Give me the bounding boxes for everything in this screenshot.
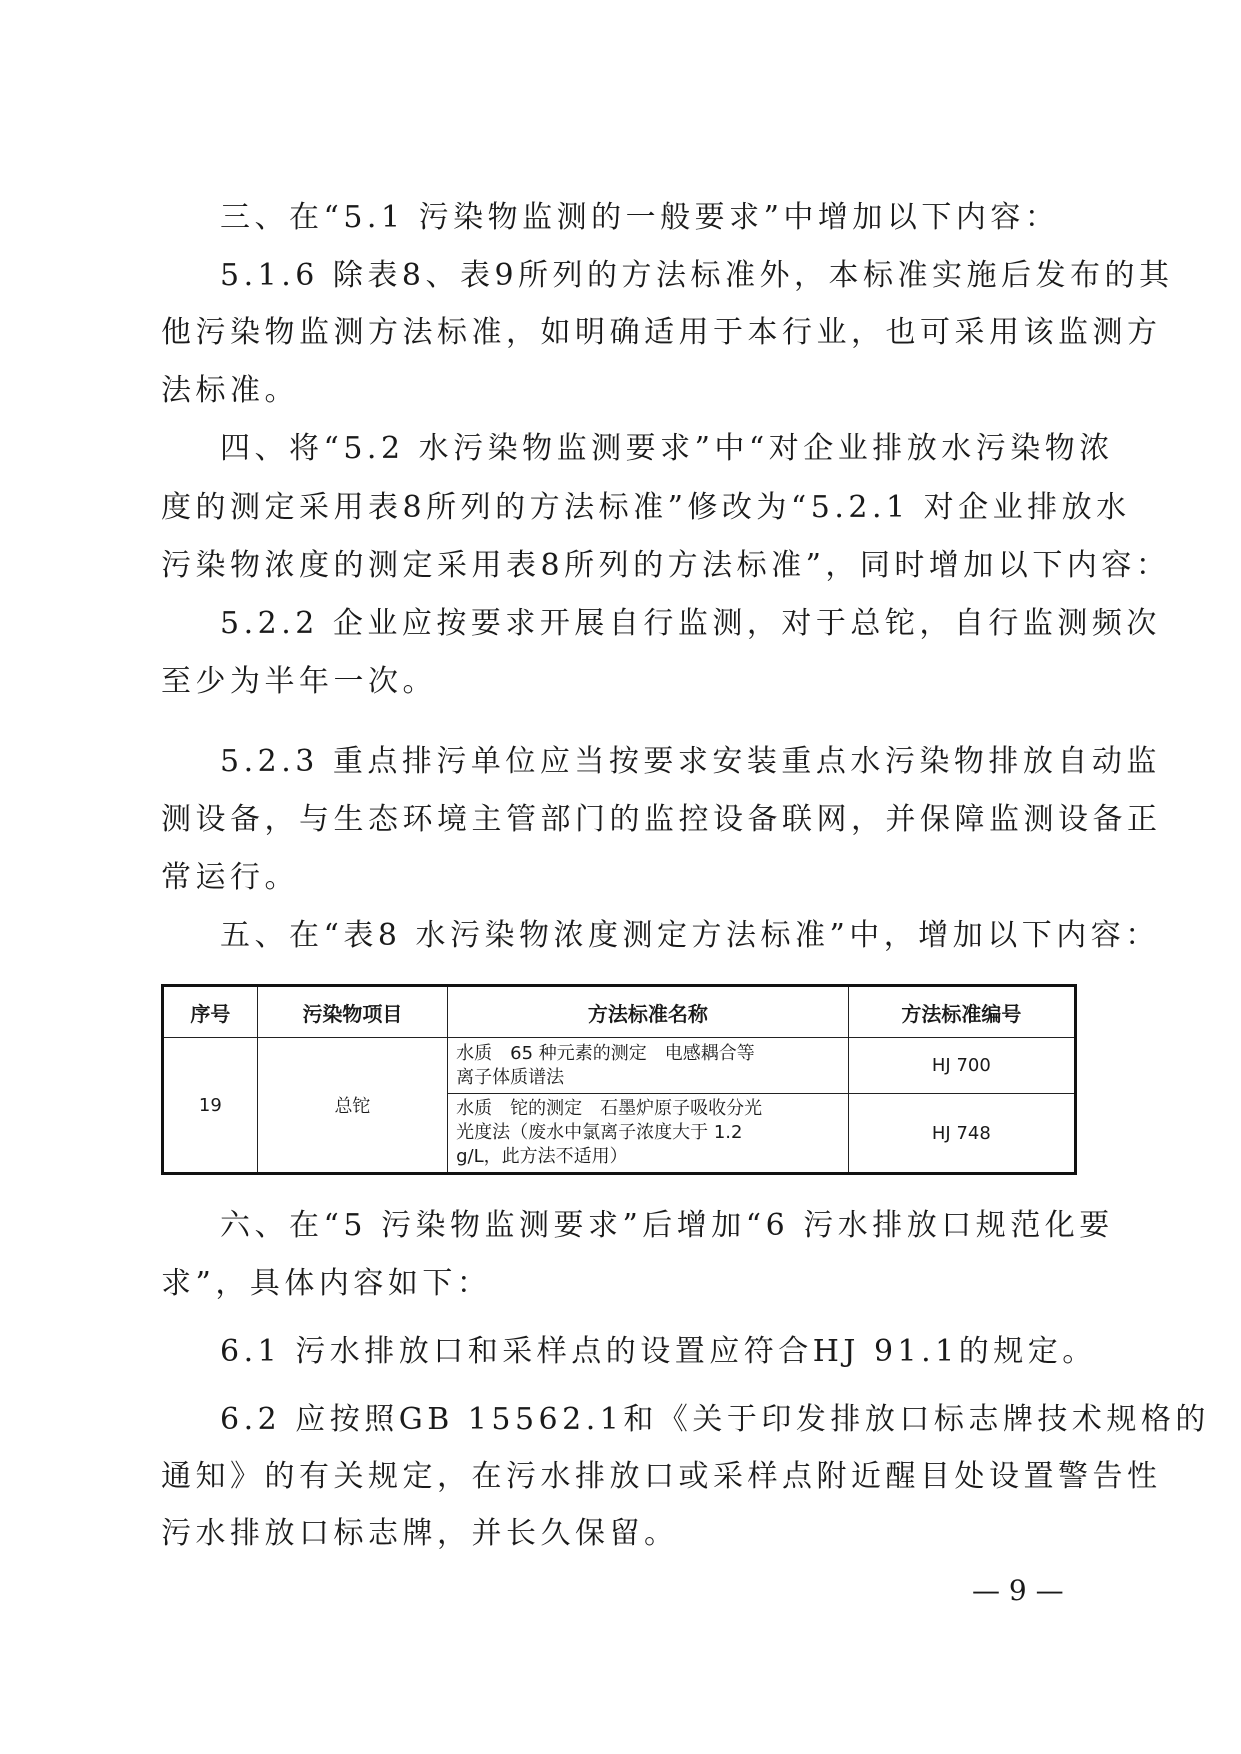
method-2-line3: g/L，此方法不适用）: [456, 1146, 628, 1167]
paragraph-5-2-2-line2: 至少为半年一次。: [161, 664, 437, 699]
method-1-line1: 水质 65 种元素的测定 电感耦合等: [456, 1042, 755, 1064]
cell-method-name-2: [448, 1094, 849, 1174]
paragraph-section-four-line3: 污染物浓度的测定采用表8所列的方法标准”，同时增加以下内容：: [161, 548, 1171, 583]
cell-method-code-1: HJ 700: [848, 1038, 1075, 1094]
paragraph-section-five: 五、在“表8 水污染物浓度测定方法标准”中，增加以下内容：: [220, 918, 1160, 953]
paragraph-6-2-line3: 污水排放口标志牌，并长久保留。: [161, 1516, 679, 1551]
method-standard-table: [161, 984, 1077, 1175]
page-number: — 9 —: [972, 1574, 1064, 1607]
header-method-code: 方法标准编号: [848, 986, 1075, 1038]
paragraph-6-2-line2: 通知》的有关规定，在污水排放口或采样点附近醒目处设置警告性: [161, 1459, 1162, 1494]
cell-method-name-1: [448, 1038, 849, 1094]
paragraph-section-six-line2: 求”，具体内容如下：: [161, 1266, 492, 1301]
paragraph-section-four-line1: 四、将“5.2 水污染物监测要求”中“对企业排放水污染物浓: [220, 431, 1114, 466]
paragraph-5-1-6-line2: 他污染物监测方法标准，如明确适用于本行业，也可采用该监测方: [161, 315, 1162, 350]
header-serial-no: 序号: [163, 986, 258, 1038]
paragraph-5-1-6-line3: 法标准。: [161, 373, 299, 408]
paragraph-5-2-3-line1: 5.2.3 重点排污单位应当按要求安装重点水污染物排放自动监: [220, 744, 1161, 779]
paragraph-6-1: 6.1 污水排放口和采样点的设置应符合HJ 91.1的规定。: [220, 1334, 1097, 1369]
cell-pollutant-item: 总铊: [257, 1038, 447, 1174]
header-pollutant-item: 污染物项目: [257, 986, 447, 1038]
cell-method-code-2: HJ 748: [848, 1094, 1075, 1174]
header-method-name: 方法标准名称: [448, 986, 849, 1038]
table-row: [163, 1038, 1076, 1094]
method-1-line2: 离子体质谱法: [456, 1066, 565, 1088]
paragraph-section-three: 三、在“5.1 污染物监测的一般要求”中增加以下内容：: [220, 200, 1060, 235]
paragraph-5-2-3-line2: 测设备，与生态环境主管部门的监控设备联网，并保障监测设备正: [161, 802, 1162, 837]
method-2-line2: 光度法（废水中氯离子浓度大于 1.2: [456, 1122, 743, 1143]
paragraph-5-1-6-line1: 5.1.6 除表8、表9所列的方法标准外，本标准实施后发布的其: [220, 258, 1174, 293]
cell-serial-no: 19: [163, 1038, 258, 1174]
paragraph-section-six-line1: 六、在“5 污染物监测要求”后增加“6 污水排放口规范化要: [220, 1208, 1114, 1243]
paragraph-6-2-line1: 6.2 应按照GB 15562.1和《关于印发排放口标志牌技术规格的: [220, 1402, 1210, 1437]
paragraph-section-four-line2: 度的测定采用表8所列的方法标准”修改为“5.2.1 对企业排放水: [161, 490, 1131, 525]
table-header-row: [163, 986, 1076, 1038]
paragraph-5-2-3-line3: 常运行。: [161, 860, 299, 895]
method-2-line1: 水质 铊的测定 石墨炉原子吸收分光: [456, 1098, 763, 1119]
paragraph-5-2-2-line1: 5.2.2 企业应按要求开展自行监测，对于总铊，自行监测频次: [220, 606, 1161, 641]
